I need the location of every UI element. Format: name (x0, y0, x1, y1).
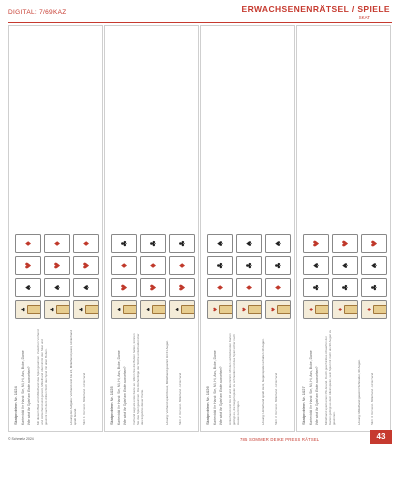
suit-icon: ♦ (53, 239, 62, 248)
face-figure (373, 305, 387, 314)
suit-icon: ♣ (312, 283, 321, 292)
puzzle-title: Skatproblem Nr. 1027 (301, 386, 306, 425)
suit-icon: ♥ (242, 307, 248, 312)
playing-card-illustration (111, 256, 137, 275)
puzzle-trick-table: Stich 3: Vorhand - Mittelhand - Hinterhand (274, 372, 278, 425)
suit-icon: ♥ (312, 239, 321, 248)
suit-icon: ♦ (309, 307, 315, 312)
face-card-illustration (44, 300, 70, 319)
suit-icon: ♠ (370, 261, 379, 270)
face-card-illustration (169, 300, 195, 319)
playing-card-illustration (207, 256, 233, 275)
playing-card-illustration (303, 278, 329, 297)
puzzle-subline: Kartenbild Ihr Hand: Sie, Mi, Hi, Ass, Bube, Dame (21, 350, 25, 425)
suit-icon: ♣ (149, 239, 158, 248)
footer-publication: 785 SOMMER DEIKE PRESS RÄTSEL (240, 437, 320, 442)
playing-card-illustration (73, 278, 99, 297)
puzzle-rotated-content (105, 26, 198, 431)
playing-card-illustration (111, 278, 137, 297)
playing-card-illustration (73, 256, 99, 275)
suit-icon: ♣ (120, 239, 129, 248)
face-figure (181, 305, 195, 314)
playing-card-illustration (265, 256, 291, 275)
face-card-illustration (73, 300, 99, 319)
playing-card-illustration (15, 234, 41, 253)
suit-icon: ♠ (146, 307, 152, 312)
puzzle-task: Wie wird Ihr Spiel am Ende aussehen? (123, 366, 127, 425)
puzzle-trick-table: Stich 2: Vorhand - Mittelhand - Hinterhand (178, 372, 182, 425)
suit-icon: ♦ (216, 283, 225, 292)
face-card-illustration (140, 300, 166, 319)
puzzle-subline: Kartenbild Ihr Hand: Sie, Mi, Hi, Ass, Bube, Dame (117, 350, 121, 425)
face-card-illustration (207, 300, 233, 319)
face-card-illustration (15, 300, 41, 319)
puzzle-task: Wie wird Ihr Spiel am Ende aussehen? (27, 366, 31, 425)
face-figure (344, 305, 358, 314)
puzzle-task: Wie wird Ihr Spiel am Ende aussehen? (219, 366, 223, 425)
suit-icon: ♠ (175, 307, 181, 312)
suit-icon: ♠ (24, 283, 33, 292)
suit-icon: ♦ (149, 261, 158, 270)
suit-icon: ♣ (274, 261, 283, 270)
playing-card-illustration (140, 278, 166, 297)
suit-icon: ♣ (79, 307, 85, 312)
playing-card-illustration (361, 234, 387, 253)
face-figure (123, 305, 137, 314)
puzzle-panel (104, 25, 199, 432)
suit-icon: ♦ (24, 239, 33, 248)
card-grid (111, 234, 195, 319)
puzzle-solution: Lösung: Vorhand spielt Kreuz, Mittelhand gewinnt mit 61 Augen. (165, 339, 169, 425)
puzzle-solution: Lösung: Hinterhand spielt Herz, Gegenspieler erhalten 30 Augen. (261, 338, 265, 425)
playing-card-illustration (207, 278, 233, 297)
playing-card-illustration (140, 234, 166, 253)
suit-icon: ♥ (53, 261, 62, 270)
suit-icon: ♦ (274, 283, 283, 292)
puzzle-title: Skatproblem Nr. 1024 (13, 386, 18, 425)
suit-icon: ♠ (245, 239, 254, 248)
suit-icon: ♣ (50, 307, 56, 312)
puzzle-text: Mittelhand spielt einen Pik-Grand. Durch geschicktes Abwerfen der Karten gelingt es dem Alleinspieler, sein Spiel mit mehr als 90 Augen zu gewinnen. (324, 329, 337, 425)
playing-card-illustration (332, 278, 358, 297)
puzzle-rotated-content (297, 26, 390, 431)
suit-icon: ♥ (213, 307, 219, 312)
header-left-code: DIGITAL: 7/69KAZ (8, 9, 67, 16)
suit-icon: ♦ (338, 307, 344, 312)
suit-icon: ♥ (341, 239, 350, 248)
puzzle-panel (296, 25, 391, 432)
suit-icon: ♥ (178, 283, 187, 292)
playing-card-illustration (236, 234, 262, 253)
suit-icon: ♠ (117, 307, 123, 312)
puzzle-task: Wie wird Ihr Spiel am Ende aussehen? (315, 366, 319, 425)
card-grid (207, 234, 291, 319)
puzzle-subline: Kartenbild Ihr Hand: Sie, Mi, Hi, Ass, Bube, Dame (309, 350, 313, 425)
suit-icon: ♠ (53, 283, 62, 292)
card-grid (15, 234, 99, 319)
face-figure (85, 305, 99, 314)
suit-icon: ♦ (178, 261, 187, 270)
playing-card-illustration (361, 278, 387, 297)
playing-card-illustration (169, 256, 195, 275)
puzzle-text: Mit diesem Blatt wird Mittelhand das Spiel gewinnen. Zwischen Vorhand und Hinterhand wird gereizt, Mittelhand übernimmt den Skat und gewinnt nach dem dritten Stich das Spiel mit allen Buben. (36, 329, 49, 425)
playing-card-illustration (169, 234, 195, 253)
playing-card-illustration (44, 234, 70, 253)
face-figure (248, 305, 262, 314)
suit-icon: ♣ (21, 307, 27, 312)
playing-card-illustration (303, 256, 329, 275)
suit-icon: ♦ (367, 307, 373, 312)
puzzle-title: Skatproblem Nr. 1025 (109, 386, 114, 425)
playing-card-illustration (236, 278, 262, 297)
playing-card-illustration (236, 256, 262, 275)
suit-icon: ♥ (271, 307, 277, 312)
puzzle-trick-table: Stich 4: Vorhand - Mittelhand - Hinterhand (370, 372, 374, 425)
suit-icon: ♠ (341, 261, 350, 270)
suit-icon: ♠ (82, 283, 91, 292)
card-grid (303, 234, 387, 319)
face-card-illustration (361, 300, 387, 319)
face-card-illustration (236, 300, 262, 319)
playing-card-illustration (44, 256, 70, 275)
suit-icon: ♣ (370, 283, 379, 292)
suit-icon: ♦ (245, 283, 254, 292)
suit-icon: ♣ (178, 239, 187, 248)
playing-card-illustration (303, 234, 329, 253)
section-subtitle: SKAT (358, 15, 370, 20)
puzzle-text: Hinterhand reizt bis 18 und übernimmt. Mit den verbleibenden Karten gelingt es, die Gegenspieler zu schneiden und das Spiel sicher nach Hause zu bringen. (228, 333, 241, 425)
face-card-illustration (265, 300, 291, 319)
puzzle-solution: Lösung der Aufgabe: Vorhand reizt bis 24, Mittelhand passt, Hinterhand spielt Grand. (69, 330, 77, 425)
playing-card-illustration (332, 234, 358, 253)
suit-icon: ♣ (245, 261, 254, 270)
playing-card-illustration (15, 278, 41, 297)
playing-card-illustration (265, 234, 291, 253)
puzzle-text: Vorhand sagt als erste Karte an. Wenn Sie die Buben halten, können Sie das Spiel gewinnen. Die Reihenfolge der Stiche entscheidet über das Ergebnis dieser Partie. (132, 333, 145, 425)
playing-card-illustration (169, 278, 195, 297)
face-figure (219, 305, 233, 314)
face-card-illustration (303, 300, 329, 319)
page-number: 43 (370, 430, 392, 444)
suit-icon: ♣ (341, 283, 350, 292)
suit-icon: ♦ (82, 239, 91, 248)
puzzle-title: Skatproblem Nr. 1026 (205, 386, 210, 425)
suit-icon: ♥ (120, 283, 129, 292)
suit-icon: ♥ (24, 261, 33, 270)
suit-icon: ♠ (216, 239, 225, 248)
puzzle-trick-table: Stich 1: Vorhand - Mittelhand - Hinterhand (82, 372, 86, 425)
suit-icon: ♦ (120, 261, 129, 270)
playing-card-illustration (207, 234, 233, 253)
suit-icon: ♠ (274, 239, 283, 248)
face-figure (152, 305, 166, 314)
playing-card-illustration (73, 234, 99, 253)
header-rule (8, 22, 392, 23)
suit-icon: ♥ (149, 283, 158, 292)
playing-card-illustration (332, 256, 358, 275)
face-figure (315, 305, 329, 314)
suit-icon: ♥ (370, 239, 379, 248)
face-figure (56, 305, 70, 314)
puzzle-panel (200, 25, 295, 432)
footer-copyright: © Schmelz 2024 (8, 437, 34, 441)
puzzle-panel (8, 25, 103, 432)
playing-card-illustration (265, 278, 291, 297)
playing-card-illustration (361, 256, 387, 275)
suit-icon: ♥ (82, 261, 91, 270)
puzzle-subline: Kartenbild Ihr Hand: Sie, Mi, Hi, Ass, Bube, Dame (213, 350, 217, 425)
suit-icon: ♣ (216, 261, 225, 270)
puzzle-rotated-content (9, 26, 102, 431)
puzzle-solution: Lösung: Mittelhand gewinnt Schneider, 90 Augen. (357, 359, 361, 425)
puzzle-rotated-content (201, 26, 294, 431)
suit-icon: ♠ (312, 261, 321, 270)
face-card-illustration (111, 300, 137, 319)
section-title: ERWACHSENENRÄTSEL / SPIELE (241, 4, 390, 14)
face-figure (277, 305, 291, 314)
playing-card-illustration (44, 278, 70, 297)
face-card-illustration (332, 300, 358, 319)
playing-card-illustration (15, 256, 41, 275)
playing-card-illustration (111, 234, 137, 253)
face-figure (27, 305, 41, 314)
playing-card-illustration (140, 256, 166, 275)
